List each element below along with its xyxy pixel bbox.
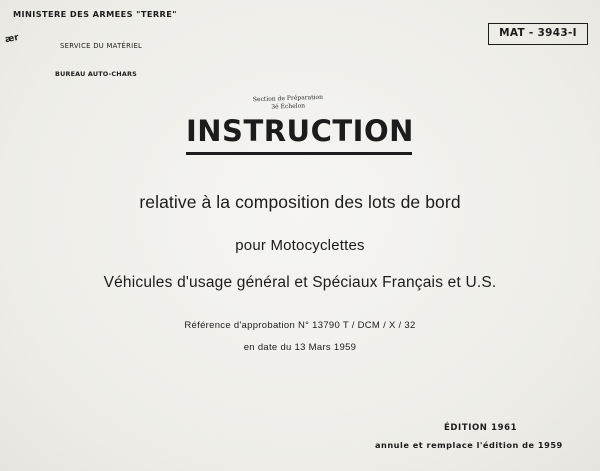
approval-date: en date du 13 Mars 1959 <box>243 342 357 353</box>
ministry-name: MINISTERE DES ARMEES "TERRE" <box>13 9 177 19</box>
service-name: SERVICE DU MATÉRIEL <box>60 42 143 50</box>
approval-reference: Référence d'approbation N° 13790 T / DCM / X / 32 <box>184 320 416 331</box>
subtitle-line-3: Véhicules d'usage général et Spéciaux Français et U.S. <box>103 274 497 291</box>
edition-label: ÉDITION 1961 <box>444 423 518 433</box>
bureau-name: BUREAU AUTO-CHARS <box>55 70 137 78</box>
reference-number-box: MAT - 3943-I <box>488 23 588 45</box>
replaces-note: annule et remplace l'édition de 1959 <box>375 440 563 450</box>
handwritten-mark: ær <box>4 32 20 46</box>
stamp-line-1: Section de Préparation <box>252 93 324 104</box>
stamp-line-2: 3é Échelon <box>271 102 306 111</box>
subtitle-line-2: pour Motocyclettes <box>235 237 365 254</box>
section-stamp <box>253 94 324 112</box>
document-title: INSTRUCTION <box>186 114 414 148</box>
subtitle-line-1: relative à la composition des lots de bord <box>139 192 461 212</box>
title-underline <box>186 152 412 155</box>
